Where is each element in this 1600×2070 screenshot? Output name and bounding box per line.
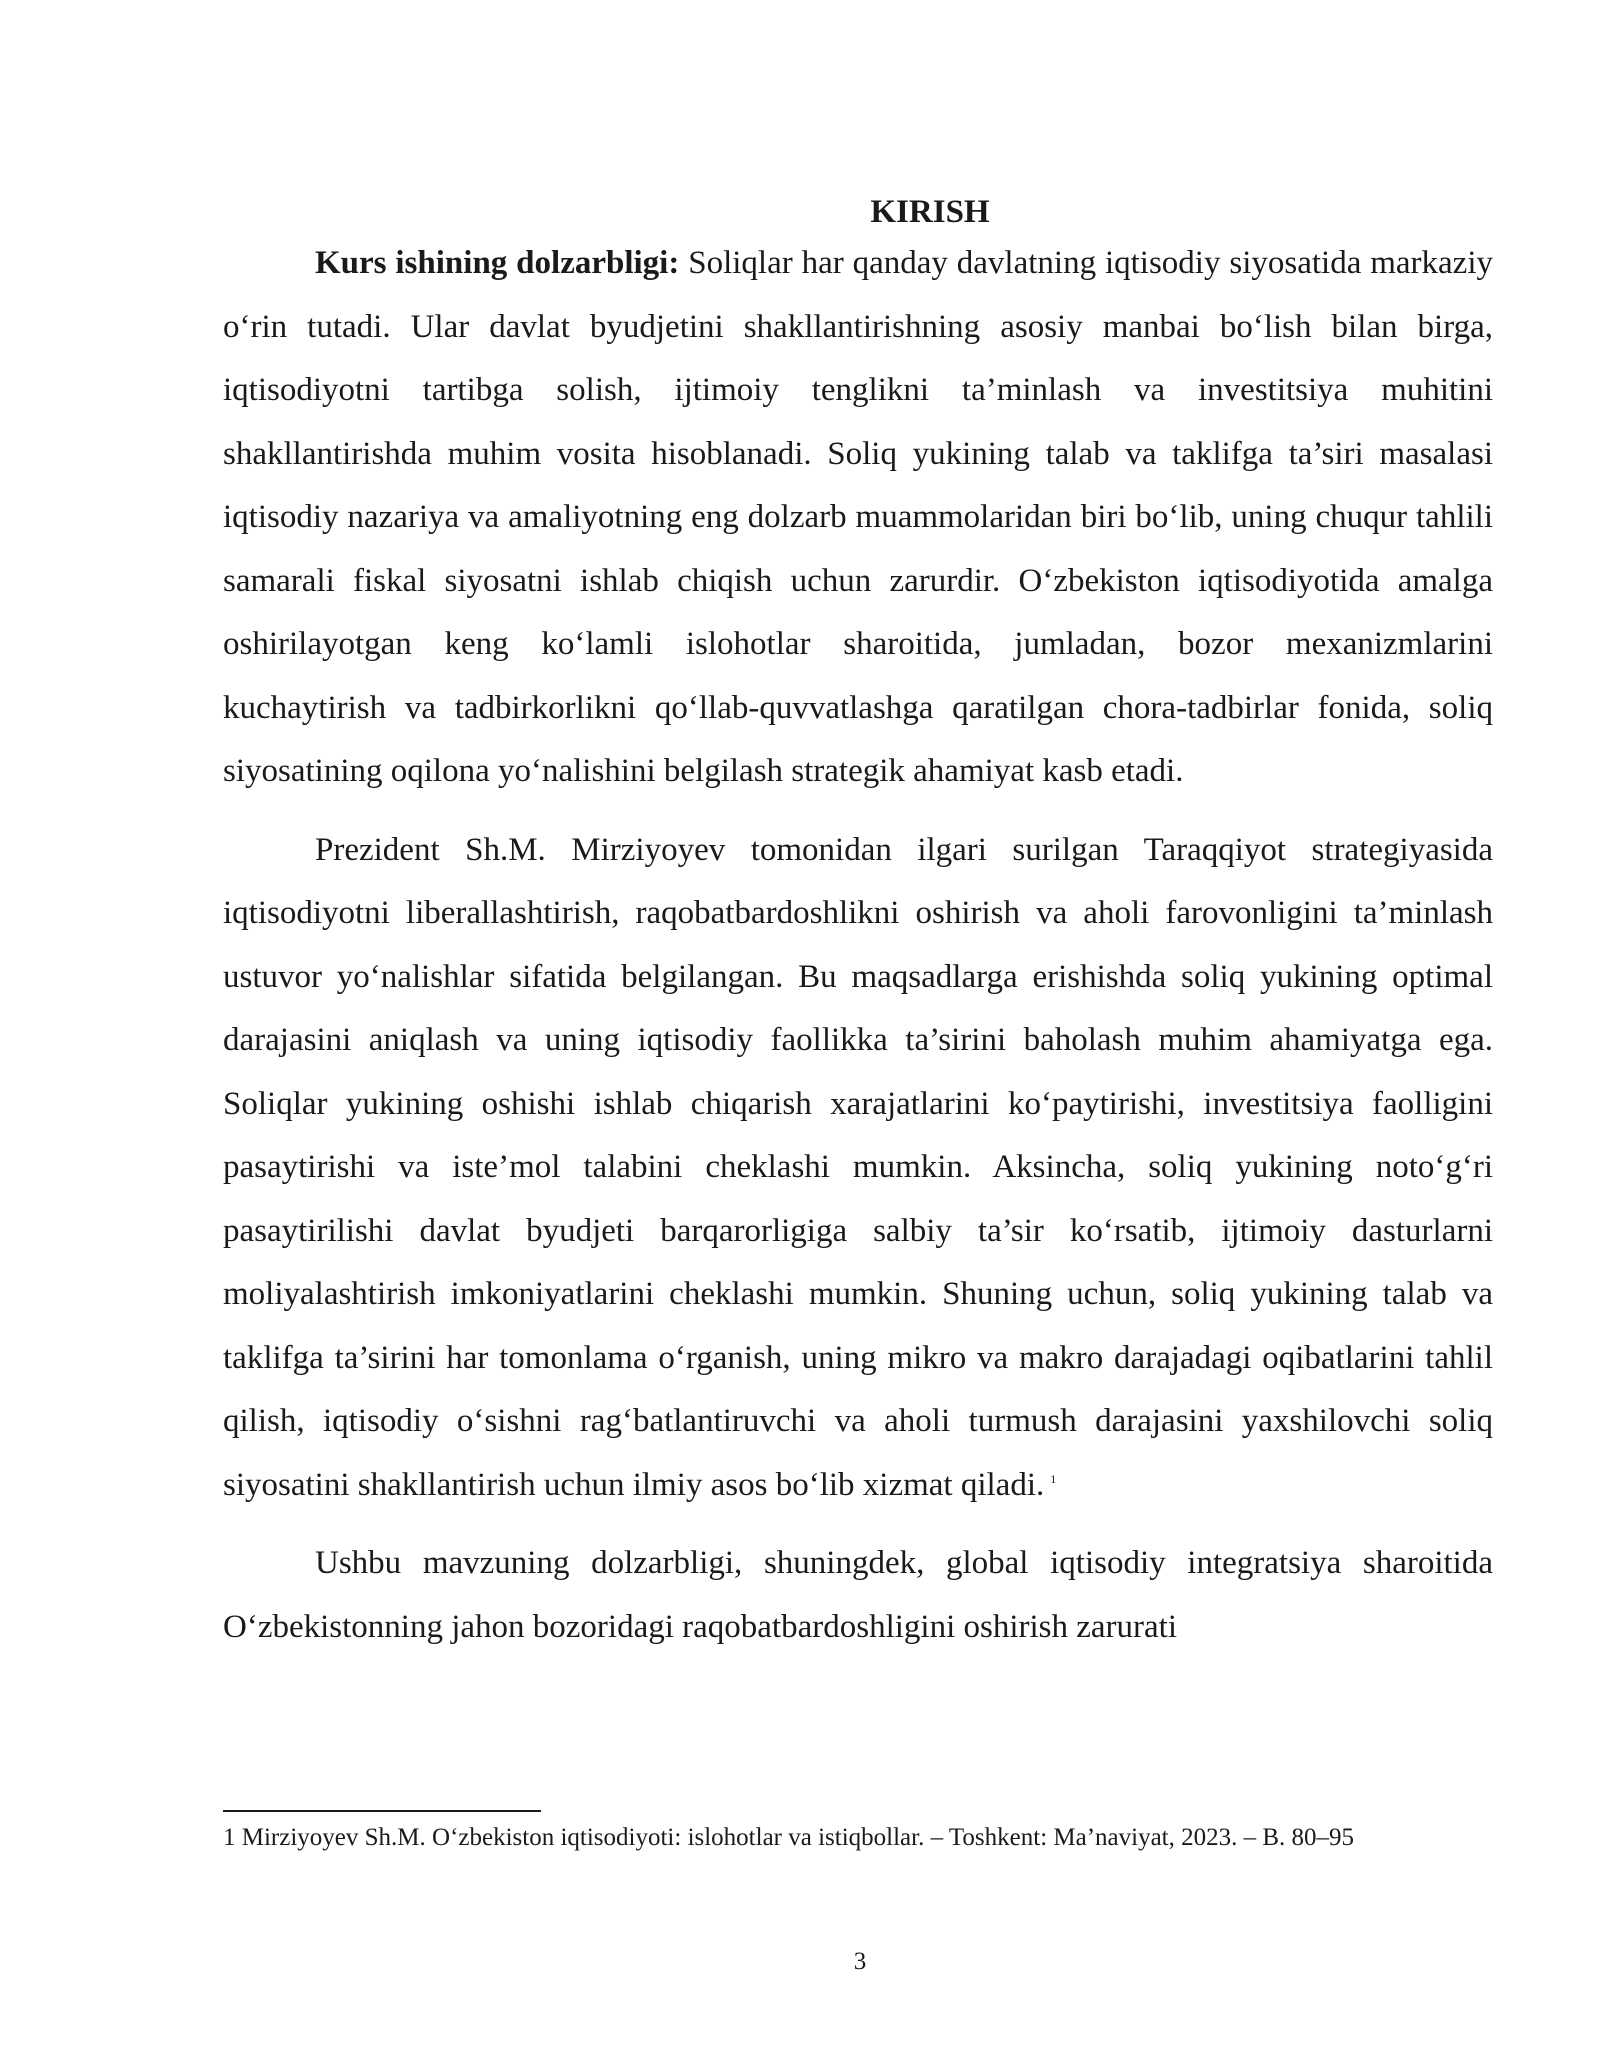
paragraph-lead: Kurs ishining dolzarbligi: xyxy=(315,245,680,281)
paragraph-relevance xyxy=(223,232,1493,804)
paragraph-integration xyxy=(223,1532,1493,1659)
paragraph-strategy xyxy=(223,819,1493,1518)
body-text xyxy=(223,232,1493,1674)
footnote: 1 Mirziyoyev Sh.M. O‘zbekiston iqtisodiyoti: islohotlar va istiqbollar. – Toshkent: Ma’naviyat, 2023. – B. 80–95 xyxy=(223,1824,1355,1851)
page-title: KIRISH xyxy=(870,194,990,230)
footnote-reference[interactable]: 1 xyxy=(1050,1471,1057,1486)
paragraph-text: Ushbu mavzuning dolzarbligi, shuningdek, global iqtisodiy integratsiya sharoitida O‘zbekistonning jahon bozoridagi raqobatbardoshligini oshirish zarurati xyxy=(223,1545,1493,1645)
page-number: 3 xyxy=(853,1948,867,1975)
paragraph-text: Prezident Sh.M. Mirziyoyev tomonidan ilgari surilgan Taraqqiyot strategiyasida iqtisodiyotni liberallashtirish, raqobatbardoshlikni oshirish va aholi farovonligini ta’minlash ustuvor yo‘nalishlar sifatida belgilangan. Bu maqsadlarga erishishda soliq yukining optimal darajasini aniqlash va uning iqtisodiy faollikka ta’sirini baholash muhim ahamiyatga ega. Soliqlar yukining oshishi ishlab chiqarish xarajatlarini ko‘paytirishi, investitsiya faolligini pasaytirishi va iste’mol talabini cheklashi mumkin. Aksincha, soliq yukining noto‘g‘ri pasaytirilishi davlat byudjeti barqarorligiga salbiy ta’sir ko‘rsatib, ijtimoiy dasturlarni moliyalashtirish imkoniyatlarini cheklashi mumkin. Shuning uchun, soliq yukining talab va taklifga ta’sirini har tomonlama o‘rganish, uning mikro va makro darajadagi oqibatlarini tahlil qilish, iqtisodiy o‘sishni rag‘batlantiruvchi va aholi turmush darajasini yaxshilovchi soliq siyosatini shakllantirish uchun ilmiy asos bo‘lib xizmat qiladi. xyxy=(223,831,1493,1503)
footnote-divider xyxy=(223,1810,541,1812)
paragraph-text: Soliqlar har qanday davlatning iqtisodiy siyosatida markaziy o‘rin tutadi. Ular davlat byudjetini shakllantirishning asosiy manbai bo‘lish bilan birga, iqtisodiyotni tartibga solish, ijtimoiy tenglikni ta’minlash va investitsiya muhitini shakllantirishda muhim vosita hisoblanadi. Soliq yukining talab va taklifga ta’siri masalasi iqtisodiy nazariya va amaliyotning eng dolzarb muammolaridan biri bo‘lib, uning chuqur tahlili samarali fiskal siyosatni ishlab chiqish uchun zarurdir. O‘zbekiston iqtisodiyotida amalga oshirilayotgan keng ko‘lamli islohotlar sharoitida, jumladan, bozor mexanizmlarini kuchaytirish va tadbirkorlikni qo‘llab-quvvatlashga qaratilgan chora-tadbirlar fonida, soliq siyosatining oqilona yo‘nalishini belgilash strategik ahamiyat kasb etadi. xyxy=(223,245,1493,789)
